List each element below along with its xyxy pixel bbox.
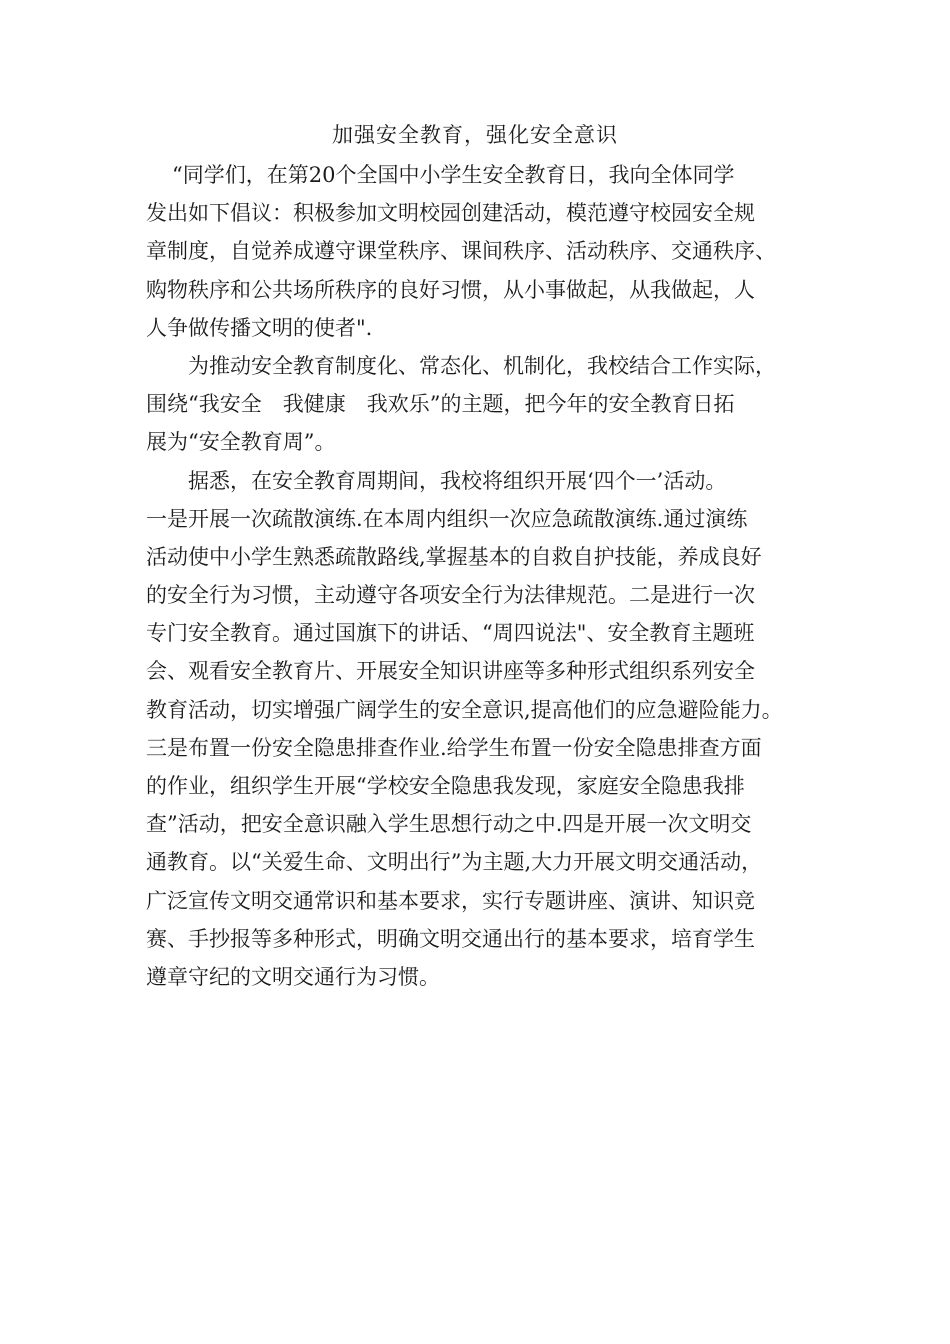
text-line: “同学们，在第20个全国中小学生安全教育日，我向全体同学 <box>172 163 735 187</box>
text-line: 据悉，在安全教育周期间，我校将组织开展‘四个一’活动。 <box>188 468 727 493</box>
paragraph-four-activities <box>146 462 826 997</box>
text-line: 的安全行为习惯，主动遵守各项安全行为法律规范。二是进行一次 <box>146 583 755 608</box>
text-line: 三是布置一份安全隐患排查作业.给学生布置一份安全隐患排查方面 <box>146 735 762 760</box>
text-line: 通教育。以“关爱生命、文明出行”为主题,大力开展文明交通活动， <box>146 850 763 875</box>
text-line: 展为“安全教育周”。 <box>146 430 336 455</box>
text-line: 查”活动，把安全意识融入学生思想行动之中.四是开展一次文明交 <box>146 812 752 837</box>
text-line: 人争做传播文明的使者". <box>146 315 373 340</box>
text-line: 一是开展一次疏散演练.在本周内组织一次应急疏散演练.通过演练 <box>146 506 748 531</box>
text-line: 会、观看安全教育片、开展安全知识讲座等多种形式组织系列安全 <box>146 659 755 684</box>
document-title: 加强安全教育，强化安全意识 <box>332 123 618 147</box>
text-line: 的作业，组织学生开展“学校安全隐患我发现，家庭安全隐患我排 <box>146 774 745 798</box>
text-line: 为推动安全教育制度化、常态化、机制化，我校结合工作实际， <box>188 353 776 378</box>
text-line: 围绕“我安全 我健康 我欢乐”的主题，把今年的安全教育日拓 <box>146 392 735 417</box>
text-line: 遵章守纪的文明交通行为习惯。 <box>146 964 440 989</box>
paragraph-proposal <box>146 156 826 347</box>
text-line: 赛、手抄报等多种形式，明确文明交通出行的基本要求，培育学生 <box>146 926 755 951</box>
document-body <box>146 156 826 996</box>
paragraph-safety-week <box>146 347 826 462</box>
text-line: 专门安全教育。通过国旗下的讲话、“周四说法"、安全教育主题班 <box>146 621 755 646</box>
text-line: 购物秩序和公共场所秩序的良好习惯，从小事做起，从我做起，人 <box>146 277 755 302</box>
text-line: 广泛宣传文明交通常识和基本要求，实行专题讲座、演讲、知识竞 <box>146 888 755 913</box>
text-line: 发出如下倡议：积极参加文明校园创建活动，模范遵守校园安全规 <box>146 201 755 226</box>
text-line: 章制度，自觉养成遵守课堂秩序、课间秩序、活动秩序、交通秩序、 <box>146 239 776 264</box>
text-line: 活动使中小学生熟悉疏散路线,掌握基本的自救自护技能，养成良好 <box>146 544 762 569</box>
text-line: 教育活动，切实增强广阔学生的安全意识,提高他们的应急避险能力。 <box>146 697 783 722</box>
